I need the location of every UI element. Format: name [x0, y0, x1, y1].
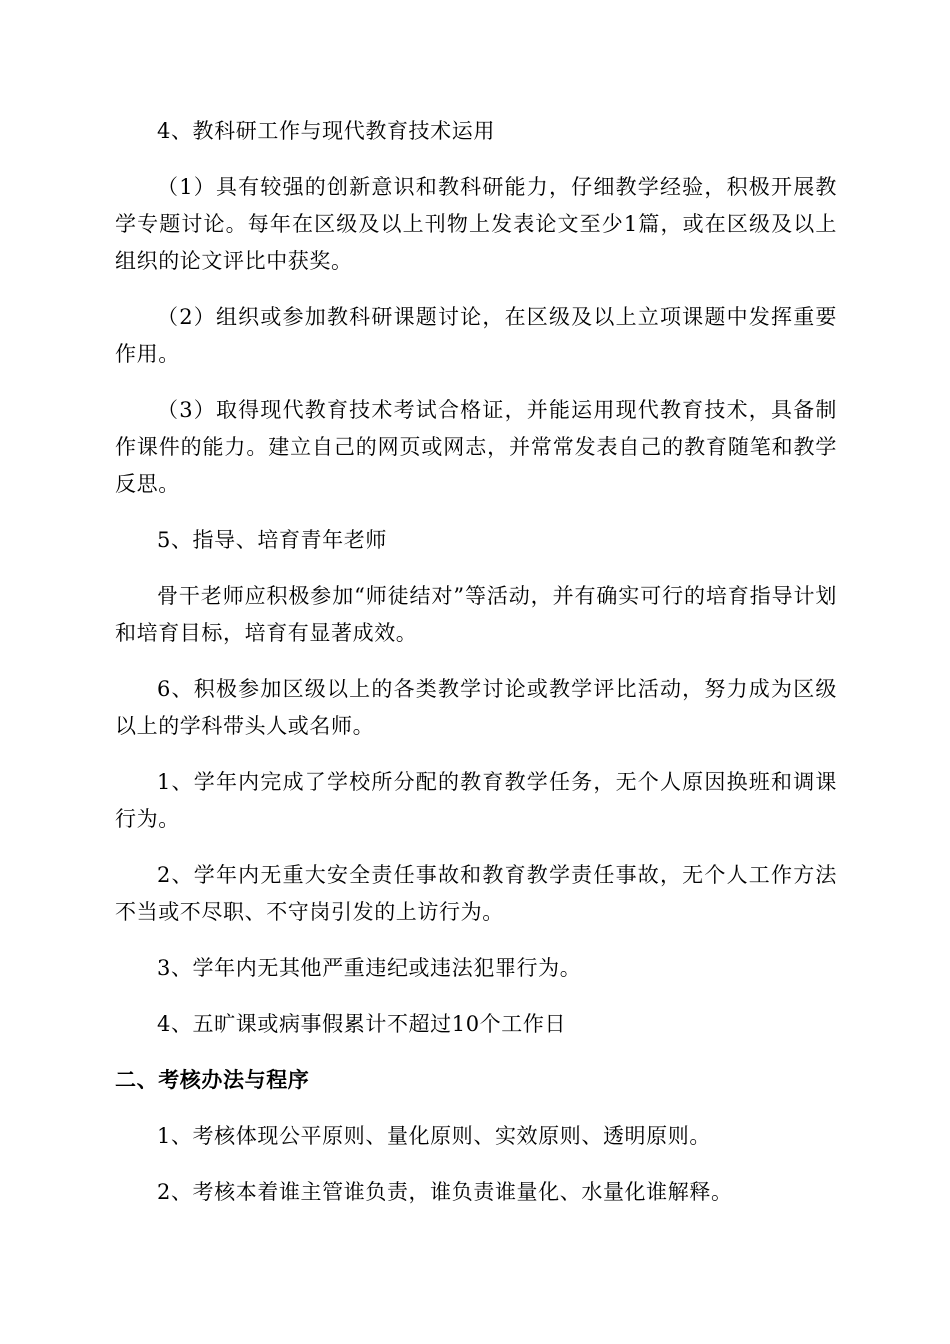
item-4-1: （1）具有较强的创新意识和教科研能力，仔细教学经验，积极开展教学专题讨论。每年在区级及以上刊物上发表论文至少1篇，或在区级及以上组织的论文评比中获奖。 [115, 175, 837, 273]
item-4-3: （3）取得现代教育技术考试合格证，并能运用现代教育技术，具备制作课件的能力。建立自己的网页或网志，并常常发表自己的教育随笔和教学反思。 [115, 398, 837, 496]
section-6: 6、积极参加区级以上的各类教学讨论或教学评比活动，努力成为区级以上的学科带头人或名师。 [115, 677, 837, 738]
section-5-body: 骨干老师应积极参加“师徒结对”等活动，并有确实可行的培育指导计划和培育目标，培育有显著成效。 [115, 584, 837, 645]
rule-1: 1、学年内完成了学校所分配的教育教学任务，无个人原因换班和调课行为。 [115, 770, 837, 831]
rule-3: 3、学年内无其他严重违纪或违法犯罪行为。 [157, 956, 582, 980]
section-5-title: 5、指导、培育青年老师 [157, 528, 387, 552]
document-page [115, 113, 837, 1230]
method-2: 2、考核本着谁主管谁负责，谁负责谁量化、水量化谁解释。 [157, 1180, 733, 1204]
section-4-title: 4、教科研工作与现代教育技术运用 [157, 119, 495, 143]
chapter-2-heading: 二、考核办法与程序 [115, 1068, 310, 1092]
rule-4: 4、五旷课或病事假累计不超过10个工作日 [157, 1012, 567, 1036]
rule-2: 2、学年内无重大安全责任事故和教育教学责任事故，无个人工作方法不当或不尽职、不守岗引发的上访行为。 [115, 863, 837, 924]
method-1: 1、考核体现公平原则、量化原则、实效原则、透明原则。 [157, 1124, 711, 1148]
item-4-2: （2）组织或参加教科研课题讨论，在区级及以上立项课题中发挥重要作用。 [115, 305, 837, 366]
